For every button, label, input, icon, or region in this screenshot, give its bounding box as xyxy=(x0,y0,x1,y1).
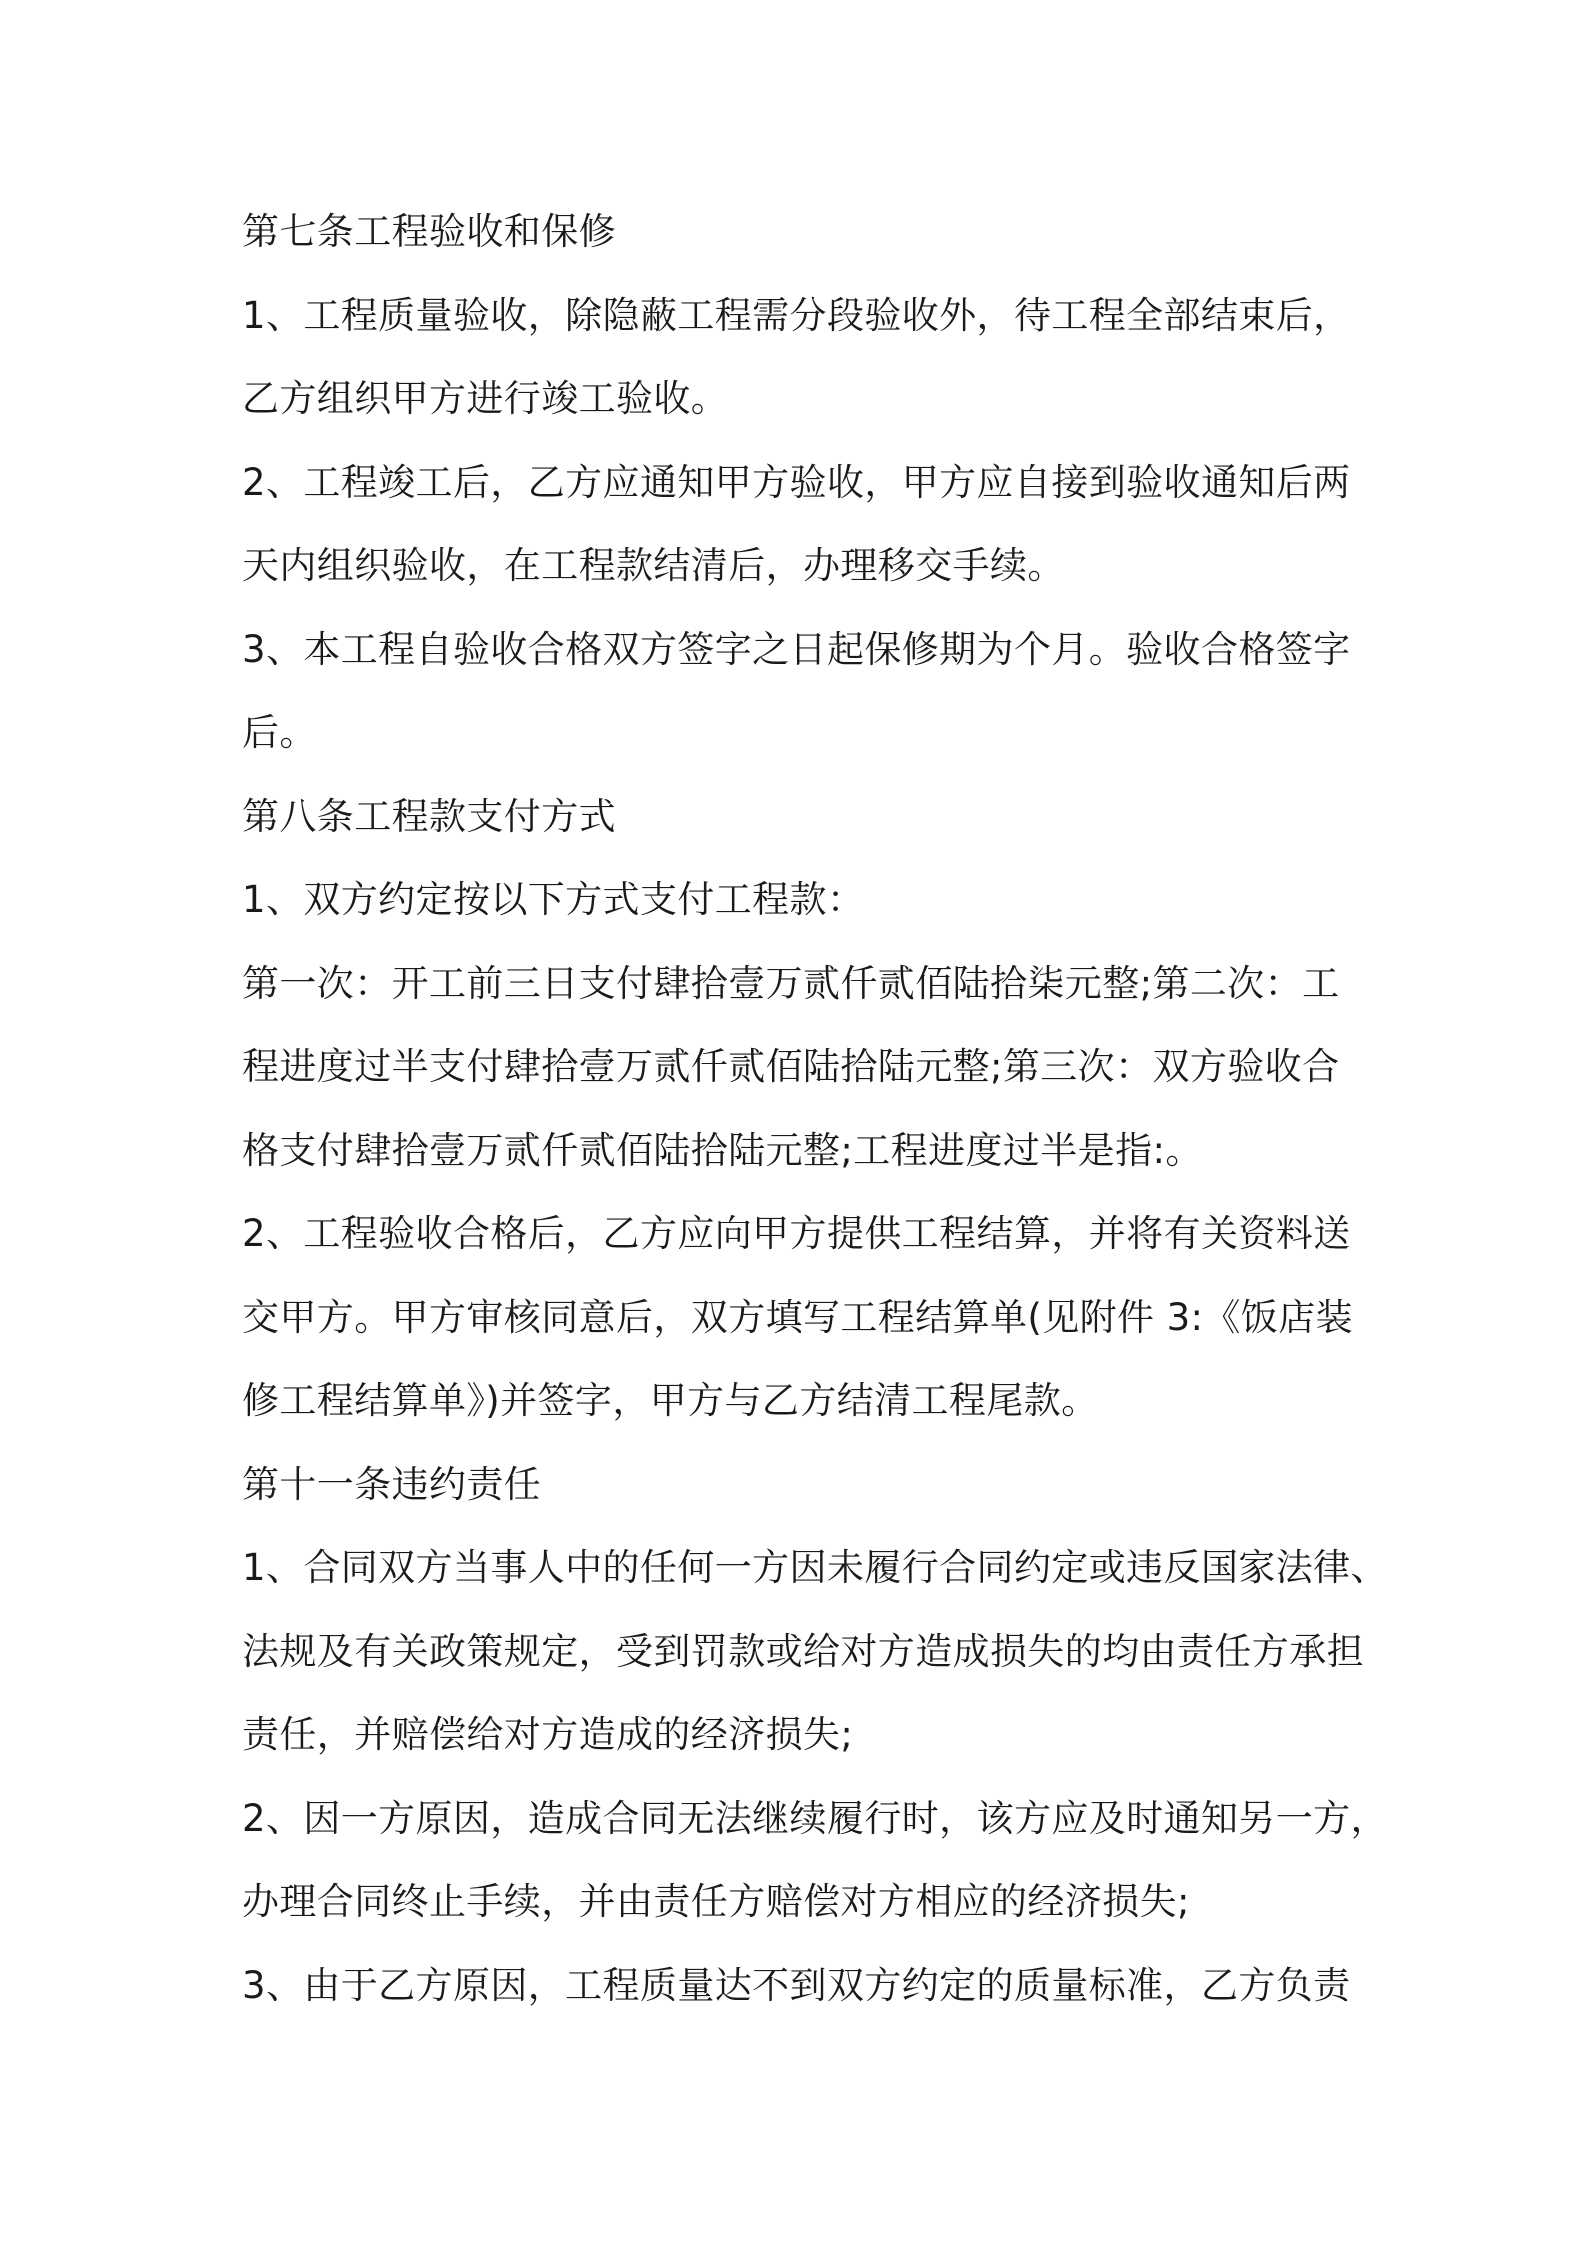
paragraph-line: 格支付肆拾壹万贰仟贰佰陆拾陆元整;工程进度过半是指:。 xyxy=(242,1128,1203,1172)
paragraph-line: 后。 xyxy=(242,711,317,754)
section-heading-7: 第七条工程验收和保修 xyxy=(242,210,616,253)
paragraph-line: 3、本工程自验收合格双方签字之日起保修期为个月。验收合格签字 xyxy=(242,627,1351,671)
paragraph-line: 1、合同双方当事人中的任何一方因未履行合同约定或违反国家法律、 xyxy=(242,1546,1388,1589)
paragraph-line: 天内组织验收，在工程款结清后，办理移交手续。 xyxy=(242,544,1065,587)
paragraph-line: 修工程结算单》)并签字，甲方与乙方结清工程尾款。 xyxy=(242,1379,1099,1422)
document-body xyxy=(242,190,1387,2027)
section-heading-8: 第八条工程款支付方式 xyxy=(242,794,616,838)
paragraph-line: 第一次：开工前三日支付肆拾壹万贰仟贰佰陆拾柒元整;第二次：工 xyxy=(242,961,1340,1005)
paragraph-line: 乙方组织甲方进行竣工验收。 xyxy=(242,377,729,420)
paragraph-line: 交甲方。甲方审核同意后，双方填写工程结算单(见附件 3:《饭店装 xyxy=(242,1295,1354,1339)
paragraph-line: 1、工程质量验收，除隐蔽工程需分段验收外，待工程全部结束后， xyxy=(242,293,1351,337)
paragraph-line: 责任，并赔偿给对方造成的经济损失; xyxy=(242,1713,854,1756)
paragraph-line: 程进度过半支付肆拾壹万贰仟贰佰陆拾陆元整;第三次：双方验收合 xyxy=(242,1045,1340,1088)
paragraph-line: 2、因一方原因，造成合同无法继续履行时，该方应及时通知另一方， xyxy=(242,1796,1388,1840)
paragraph-line: 办理合同终止手续，并由责任方赔偿对方相应的经济损失; xyxy=(242,1880,1190,1923)
paragraph-line: 2、工程验收合格后，乙方应向甲方提供工程结算，并将有关资料送 xyxy=(242,1212,1351,1255)
section-heading-11: 第十一条违约责任 xyxy=(242,1462,542,1506)
paragraph-line: 2、工程竣工后，乙方应通知甲方验收，甲方应自接到验收通知后两 xyxy=(242,460,1351,504)
paragraph-line: 3、由于乙方原因，工程质量达不到双方约定的质量标准，乙方负责 xyxy=(242,1963,1351,2007)
paragraph-line: 1、双方约定按以下方式支付工程款： xyxy=(242,878,865,921)
paragraph-line: 法规及有关政策规定，受到罚款或给对方造成损失的均由责任方承担 xyxy=(242,1629,1364,1673)
